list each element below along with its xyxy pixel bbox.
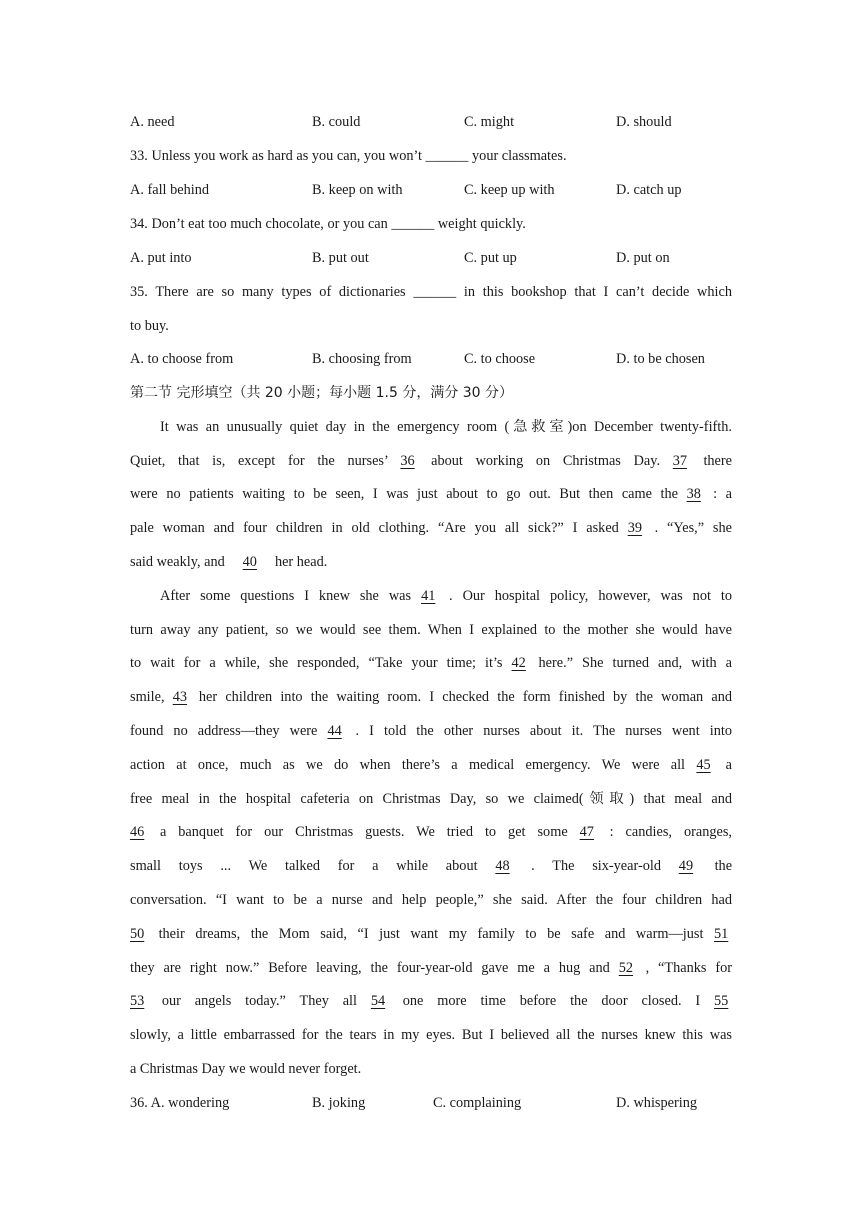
q32-option-a: A. need — [130, 114, 175, 130]
passage-line-18 — [130, 991, 732, 1011]
passage-line-7 — [130, 620, 732, 640]
q33-stem: 33. Unless you work as hard as you can, you won’t ______ your classmates. — [130, 148, 567, 164]
blank-52: 52 — [618, 960, 633, 976]
passage-line-15 — [130, 890, 732, 910]
q33-option-b: B. keep on with — [312, 182, 403, 198]
passage-line-20: a Christmas Day we would never forget. — [130, 1061, 362, 1077]
q36-options-row — [130, 1093, 732, 1113]
q33-options-row — [130, 180, 732, 200]
blank-51: 51 — [714, 926, 729, 942]
q34-option-a: A. put into — [130, 250, 192, 266]
passage-line-11 — [130, 755, 732, 775]
passage-text: : candies, oranges, — [609, 824, 732, 840]
q35-options-row — [130, 349, 732, 369]
blank-41: 41 — [421, 588, 436, 604]
passage-text: there — [703, 453, 732, 469]
q35-stem-line1: 35. There are so many types of dictionaries ______ in this bookshop that I can’t decide which — [130, 284, 732, 300]
passage-text: said weakly, and — [130, 554, 225, 570]
passage-line-2 — [130, 451, 732, 471]
q35-option-c: C. to choose — [464, 351, 536, 367]
q35-option-a: A. to choose from — [130, 351, 234, 367]
q36-option-b: B. joking — [312, 1095, 366, 1111]
q36-option-d: D. whispering — [616, 1095, 698, 1111]
passage-text: her head. — [274, 554, 328, 570]
q35-option-b: B. choosing from — [312, 351, 412, 367]
passage-text: found no address—they were — [130, 723, 318, 739]
blank-38: 38 — [686, 486, 701, 502]
passage-text: about working on Christmas Day. — [431, 453, 661, 469]
passage-text: her children into the waiting room. I checked the form finished by the woman and — [198, 689, 732, 705]
passage-line-4 — [130, 518, 732, 538]
blank-48: 48 — [495, 858, 510, 874]
passage-text: our angels today.” They all — [161, 993, 358, 1009]
passage-text: pale woman and four children in old clothing. “Are you all sick?” I asked — [130, 520, 619, 536]
passage-line-5 — [130, 552, 732, 572]
blank-40: 40 — [242, 554, 257, 570]
passage-line-10 — [130, 721, 732, 741]
blank-36: 36 — [400, 453, 415, 469]
blank-50: 50 — [130, 926, 145, 942]
blank-45: 45 — [696, 757, 711, 773]
passage-text: conversation. “I want to be a nurse and help people,” she said. After the four children had — [130, 892, 732, 908]
q36-option-c: C. complaining — [433, 1095, 522, 1111]
passage-line-8 — [130, 653, 732, 673]
passage-text: a — [725, 757, 732, 773]
q32-options-row — [130, 112, 732, 132]
q33-option-c: C. keep up with — [464, 182, 555, 198]
q36-option-a: 36. A. wondering — [130, 1095, 230, 1111]
q32-option-d: D. should — [616, 114, 672, 130]
passage-text: . “Yes,” she — [654, 520, 732, 536]
passage-text: . I told the other nurses about it. The nurses went into — [355, 723, 732, 739]
q35-stem-line2: to buy. — [130, 318, 169, 334]
passage-text: Quiet, that is, except for the nurses’ — [130, 453, 388, 469]
passage-line-17 — [130, 958, 732, 978]
passage-line-1 — [160, 417, 732, 437]
passage-text: free meal in the hospital cafeteria on Christmas Day, so we claimed(领取) that meal and — [130, 791, 732, 807]
q33-option-a: A. fall behind — [130, 182, 210, 198]
blank-42: 42 — [511, 655, 526, 671]
blank-53: 53 — [130, 993, 145, 1009]
passage-text: were no patients waiting to be seen, I was just about to go out. But then came the — [130, 486, 678, 502]
blank-55: 55 — [714, 993, 729, 1009]
passage-text: turn away any patient, so we would see them. When I explained to the mother she would have — [130, 622, 732, 638]
blank-44: 44 — [327, 723, 342, 739]
passage-text: After some questions I knew she was — [160, 588, 412, 604]
passage-line-14 — [130, 856, 732, 876]
passage-text: It was an unusually quiet day in the emergency room (急救室)on December twenty-fifth. — [160, 419, 732, 435]
passage-line-9 — [130, 687, 732, 707]
passage-line-6 — [160, 586, 732, 606]
blank-49: 49 — [678, 858, 694, 874]
passage-text: their dreams, the Mom said, “I just want my family to be safe and warm—just — [158, 926, 704, 942]
passage-text: here.” She turned and, with a — [538, 655, 732, 671]
blank-54: 54 — [370, 993, 386, 1009]
passage-text: to wait for a while, she responded, “Take your time; it’s — [130, 655, 503, 671]
blank-39: 39 — [627, 520, 642, 536]
passage-text: slowly, a little embarrassed for the tears in my eyes. But I believed all the nurses knew this was — [130, 1027, 732, 1043]
section-heading: 第二节 完形填空（共 20 小题；每小题 1.5 分，满分 30 分） — [130, 385, 514, 401]
passage-text: . The six-year-old — [531, 858, 662, 874]
q33-option-d: D. catch up — [616, 182, 682, 198]
passage-line-3 — [130, 484, 732, 504]
passage-text: they are right now.” Before leaving, the four-year-old gave me a hug and — [130, 960, 610, 976]
q32-option-c: C. might — [464, 114, 515, 130]
q35-option-d: D. to be chosen — [616, 351, 705, 367]
q34-option-b: B. put out — [312, 250, 369, 266]
passage-text: , “Thanks for — [645, 960, 732, 976]
q34-option-d: D. put on — [616, 250, 670, 266]
q34-options-row — [130, 248, 732, 268]
passage-line-13 — [130, 822, 732, 842]
passage-text: small toys ... We talked for a while about — [130, 858, 478, 874]
blank-43: 43 — [172, 689, 188, 705]
passage-text: smile, — [130, 689, 165, 705]
passage-text: a banquet for our Christmas guests. We tried to get some — [159, 824, 568, 840]
blank-46: 46 — [130, 824, 145, 840]
passage-text: the — [714, 858, 732, 874]
passage-text: : a — [713, 486, 732, 502]
blank-37: 37 — [672, 453, 688, 469]
q32-option-b: B. could — [312, 114, 361, 130]
passage-text: . Our hospital policy, however, was not to — [449, 588, 732, 604]
passage-text: one more time before the door closed. I — [402, 993, 701, 1009]
q34-option-c: C. put up — [464, 250, 517, 266]
blank-47: 47 — [579, 824, 594, 840]
q34-stem: 34. Don’t eat too much chocolate, or you can ______ weight quickly. — [130, 216, 526, 232]
passage-line-19 — [130, 1025, 732, 1045]
passage-text: action at once, much as we do when there’s a medical emergency. We were all — [130, 757, 686, 773]
passage-line-12 — [130, 789, 732, 809]
passage-line-16 — [130, 924, 732, 944]
